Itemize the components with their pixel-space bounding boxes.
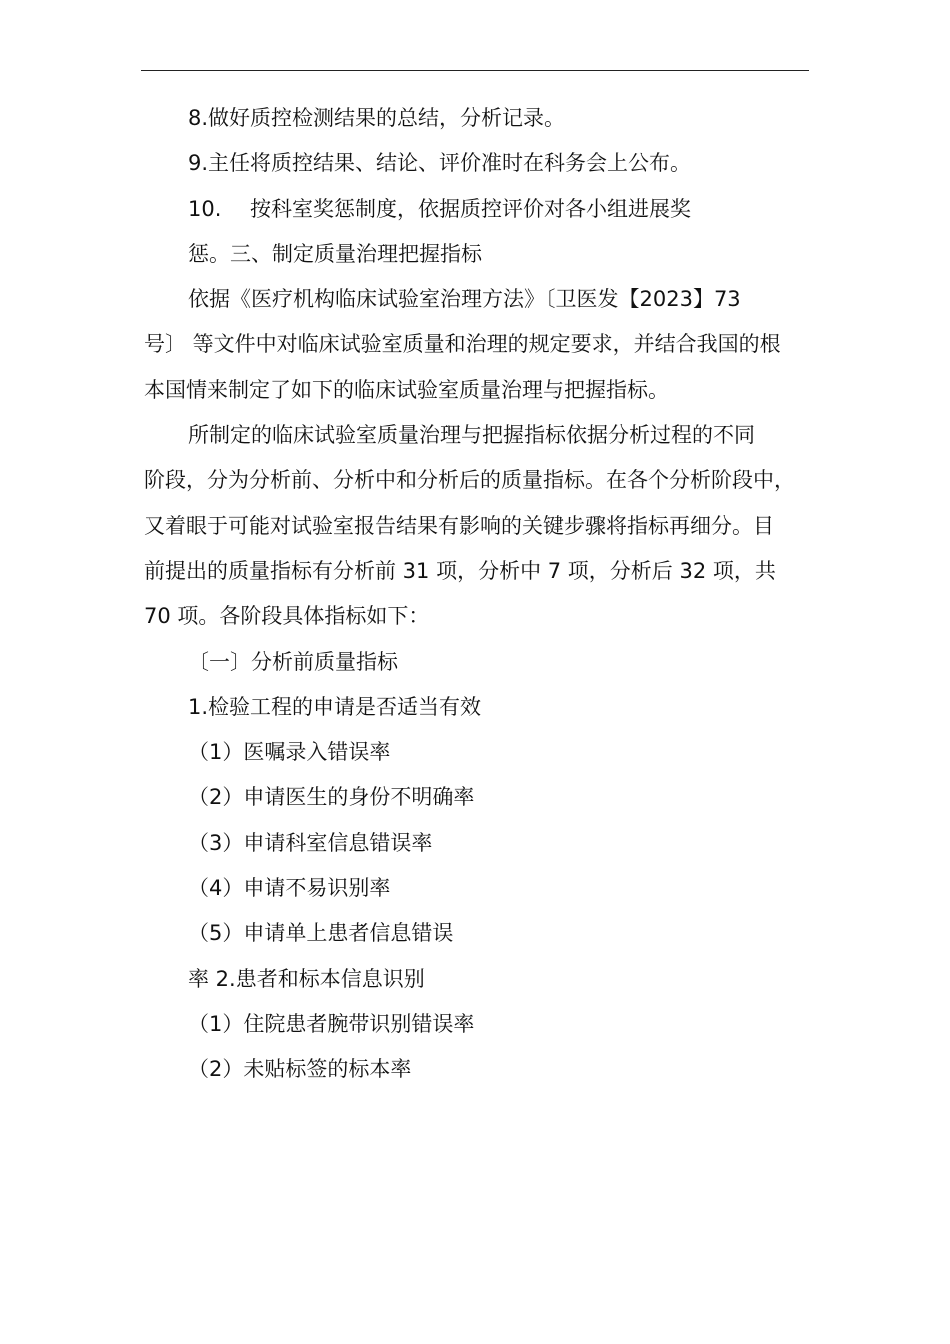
document-body xyxy=(144,96,810,1093)
text-line: 阶段，分为分析前、分析中和分析后的质量指标。在各个分析阶段中， xyxy=(144,468,795,493)
text-line: 前提出的质量指标有分析前 31 项，分析中 7 项，分析后 32 项，共 xyxy=(144,558,776,583)
list-item: 1.检验工程的申请是否适当有效 xyxy=(188,694,482,719)
header-rule xyxy=(141,70,809,71)
list-item: （3）申请科室信息错误率 xyxy=(188,830,433,855)
text-line: 所制定的临床试验室质量治理与把握指标依据分析过程的不同 xyxy=(188,423,755,448)
text-line: 9.主任将质控结果、结论、评价准时在科务会上公布。 xyxy=(188,151,692,176)
text-line: 70 项。各阶段具体指标如下： xyxy=(144,604,430,629)
list-item: （2）未贴标签的标本率 xyxy=(188,1057,412,1082)
list-number: 10. xyxy=(188,196,222,221)
text-line: 8.做好质控检测结果的总结，分析记录。 xyxy=(188,106,566,130)
text-line: 又着眼于可能对试验室报告结果有影响的关键步骤将指标再细分。目 xyxy=(144,513,774,538)
list-item: （4）申请不易识别率 xyxy=(188,876,391,901)
list-item: （1）住院患者腕带识别错误率 xyxy=(188,1011,475,1036)
text-line: 本国情来制定了如下的临床试验室质量治理与把握指标。 xyxy=(144,377,669,402)
text-line: 惩。三、制定质量治理把握指标 xyxy=(188,241,482,266)
list-item: （2）申请医生的身份不明确率 xyxy=(188,785,475,810)
text-line: 依据《医疗机构临床试验室治理方法》〔卫医发【2023】73 xyxy=(188,287,741,312)
list-item: （1）医嘱录入错误率 xyxy=(188,740,391,765)
text-line xyxy=(144,187,810,232)
list-item: 率 2.患者和标本信息识别 xyxy=(188,966,425,991)
text-line-content: 按科室奖惩制度，依据质控评价对各小组进展奖 xyxy=(250,196,691,221)
text-line: 号〕 等文件中对临床试验室质量和治理的规定要求，并结合我国的根 xyxy=(144,332,781,357)
list-item: （5）申请单上患者信息错误 xyxy=(188,921,454,946)
section-heading: 〔一〕分析前质量指标 xyxy=(188,649,398,674)
